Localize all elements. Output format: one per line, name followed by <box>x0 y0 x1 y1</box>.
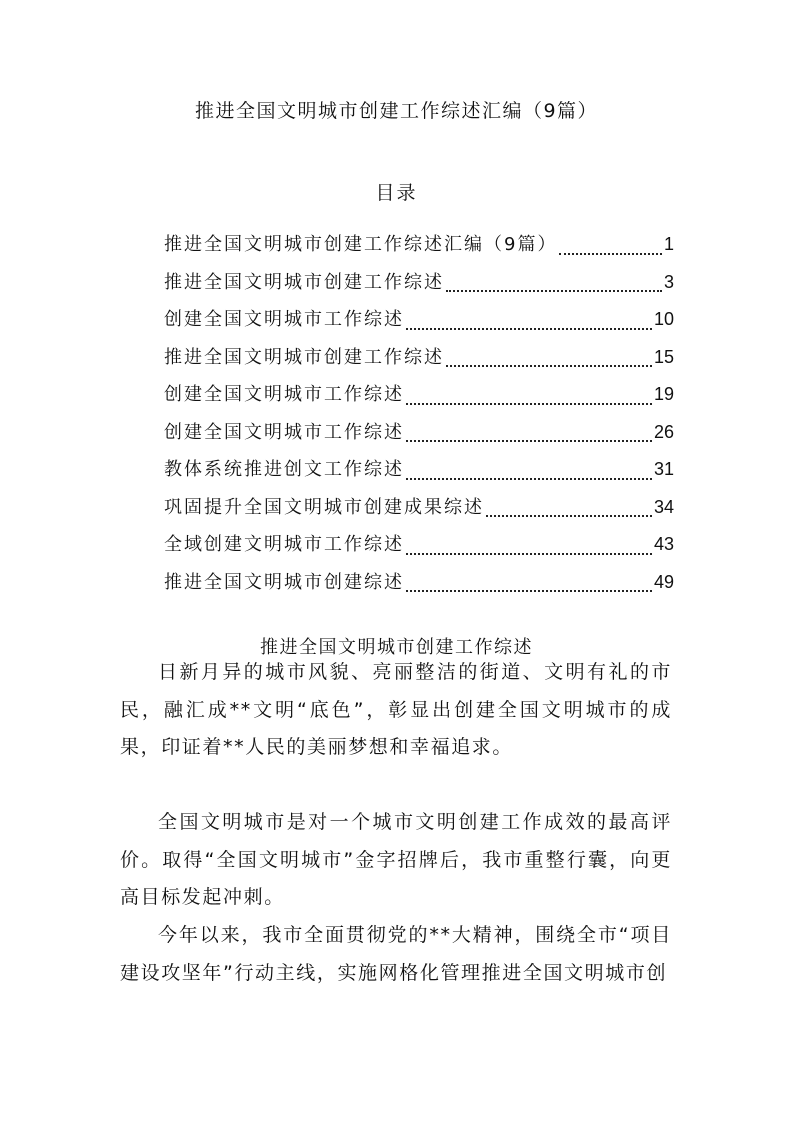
toc-entry-page: 15 <box>653 346 674 367</box>
toc-entry-page: 10 <box>653 309 674 329</box>
toc-leader-dots <box>486 515 652 517</box>
toc-entry-title: 全域创建文明城市工作综述 <box>164 534 404 555</box>
toc-leader-dots <box>406 590 652 592</box>
toc-entry-page: 34 <box>653 496 674 517</box>
toc-entry <box>164 489 674 527</box>
toc-entry <box>164 376 674 414</box>
toc-entry <box>164 339 674 377</box>
toc-leader-dots <box>406 403 652 405</box>
article-title: 推进全国文明城市创建工作综述 <box>260 637 533 658</box>
toc-entry-page: 3 <box>663 271 674 292</box>
toc-entry <box>164 264 674 302</box>
toc-entry-title: 推进全国文明城市创建工作综述汇编（9篇） <box>164 234 558 255</box>
toc-leader-dots <box>406 328 652 330</box>
toc-entry-title: 创建全国文明城市工作综述 <box>164 309 404 330</box>
toc-entry-page: 43 <box>653 534 674 554</box>
toc-entry-title: 创建全国文明城市工作综述 <box>164 384 404 405</box>
document-title: 推进全国文明城市创建工作综述汇编（9篇） <box>194 100 599 122</box>
toc-entry <box>164 526 674 564</box>
toc-entry-title: 创建全国文明城市工作综述 <box>164 421 404 443</box>
toc-entry-title: 推进全国文明城市创建工作综述 <box>164 346 444 368</box>
body-paragraph: 全国文明城市是对一个城市文明创建工作成效的最高评价。取得“全国文明城市”金字招牌后，我市重整行囊，向更高目标发起冲刺。 <box>120 811 672 908</box>
toc-entry <box>164 451 674 489</box>
toc-entry-page: 1 <box>663 234 674 254</box>
toc-entry-page: 49 <box>653 571 674 592</box>
toc-leader-dots <box>446 290 662 292</box>
body-paragraph: 今年以来，我市全面贯彻党的**大精神，围绕全市“项目建设攻坚年”行动主线，实施网格化管理推进全国文明城市创 <box>120 924 672 984</box>
toc-leader-dots <box>446 365 652 367</box>
toc-entry <box>164 301 674 339</box>
toc-leader-dots <box>406 553 652 555</box>
toc-entry-page: 31 <box>653 459 674 479</box>
body-paragraph: 日新月异的城市风貌、亮丽整洁的街道、文明有礼的市民，融汇成**文明“底色”，彰显出创建全国文明城市的成果，印证着**人民的美丽梦想和幸福追求。 <box>120 661 672 758</box>
toc-entry-page: 26 <box>653 421 674 442</box>
toc-entry-title: 推进全国文明城市创建工作综述 <box>164 271 444 293</box>
toc-heading: 目录 <box>375 182 418 204</box>
toc-entry-page: 19 <box>653 384 674 404</box>
toc-leader-dots <box>406 478 652 480</box>
toc-entry <box>164 226 674 264</box>
toc-leader-dots <box>559 253 662 255</box>
toc-entry <box>164 564 674 602</box>
toc-entry-title: 巩固提升全国文明城市创建成果综述 <box>164 496 484 518</box>
toc-entry-title: 教体系统推进创文工作综述 <box>164 459 404 480</box>
toc-entry <box>164 414 674 452</box>
toc-entry-title: 推进全国文明城市创建综述 <box>164 571 404 593</box>
toc-leader-dots <box>406 440 652 442</box>
table-of-contents <box>164 226 674 601</box>
